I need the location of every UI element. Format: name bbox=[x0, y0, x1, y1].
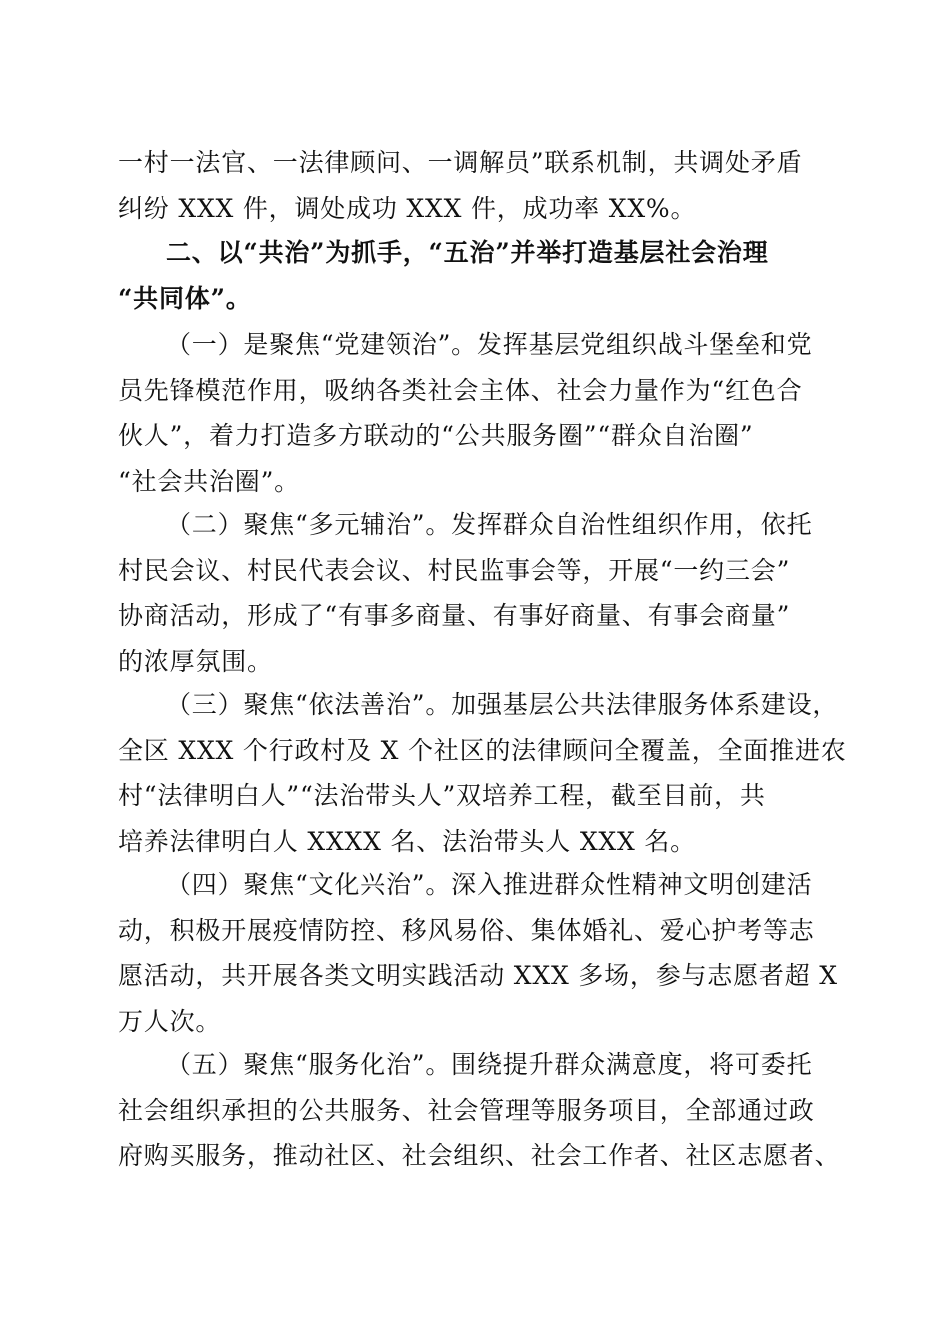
text-line: 一村一法官、一法律顾问、一调解员”联系机制，共调处矛盾 bbox=[118, 148, 803, 177]
heading-line: “共同体”。 bbox=[118, 283, 252, 313]
text-line: 动，积极开展疫情防控、移风易俗、集体婚礼、爱心护考等志 bbox=[118, 915, 815, 945]
section-heading bbox=[118, 230, 836, 321]
text-line: 府购买服务，推动社区、社会组织、社会工作者、社区志愿者、 bbox=[118, 1141, 841, 1170]
text-line: 伙人”，着力打造多方联动的“公共服务圈”“群众自治圈” bbox=[118, 421, 754, 450]
text-line: 协商活动，形成了“有事多商量、有事好商量、有事会商量” bbox=[118, 601, 791, 630]
text-line: 全区 XXX 个行政村及 X 个社区的法律顾问全覆盖，全面推进农 bbox=[118, 735, 847, 765]
text-line: （四）聚焦“文化兴治”。深入推进群众性精神文明创建活 bbox=[166, 870, 813, 899]
paragraph-culture bbox=[118, 862, 836, 1044]
paragraph-multi-governance bbox=[118, 502, 836, 684]
text-line: 村“法律明白人”“法治带头人”双培养工程，截至目前，共 bbox=[118, 781, 766, 810]
text-line: 的浓厚氛围。 bbox=[118, 646, 273, 676]
paragraph-service bbox=[118, 1042, 841, 1179]
text-line: 村民会议、村民代表会议、村民监事会等，开展“一约三会” bbox=[118, 555, 791, 585]
text-line: （一）是聚焦“党建领治”。发挥基层党组织战斗堡垒和党 bbox=[166, 330, 813, 359]
heading-line: 二、以“共治”为抓手，“五治”并举打造基层社会治理 bbox=[166, 238, 769, 267]
text-line: 社会组织承担的公共服务、社会管理等服务项目，全部通过政 bbox=[118, 1095, 815, 1125]
text-line: 员先锋模范作用，吸纳各类社会主体、社会力量作为“红色合 bbox=[118, 375, 803, 405]
text-line: 愿活动，共开展各类文明实践活动 XXX 多场，参与志愿者超 X bbox=[118, 961, 838, 990]
text-line: “社会共治圈”。 bbox=[118, 466, 300, 496]
text-line: 纠纷 XXX 件，调处成功 XXX 件，成功率 XX%。 bbox=[118, 193, 697, 223]
intro-paragraph bbox=[118, 140, 836, 231]
text-line: 万人次。 bbox=[118, 1006, 222, 1036]
paragraph-rule-of-law bbox=[118, 682, 847, 864]
paragraph-party-building bbox=[118, 322, 836, 504]
text-line: 培养法律明白人 XXXX 名、法治带头人 XXX 名。 bbox=[118, 826, 696, 856]
text-line: （三）聚焦“依法善治”。加强基层公共法律服务体系建设， bbox=[166, 690, 839, 719]
text-line: （五）聚焦“服务化治”。围绕提升群众满意度，将可委托 bbox=[166, 1050, 813, 1079]
text-line: （二）聚焦“多元辅治”。发挥群众自治性组织作用，依托 bbox=[166, 510, 813, 539]
